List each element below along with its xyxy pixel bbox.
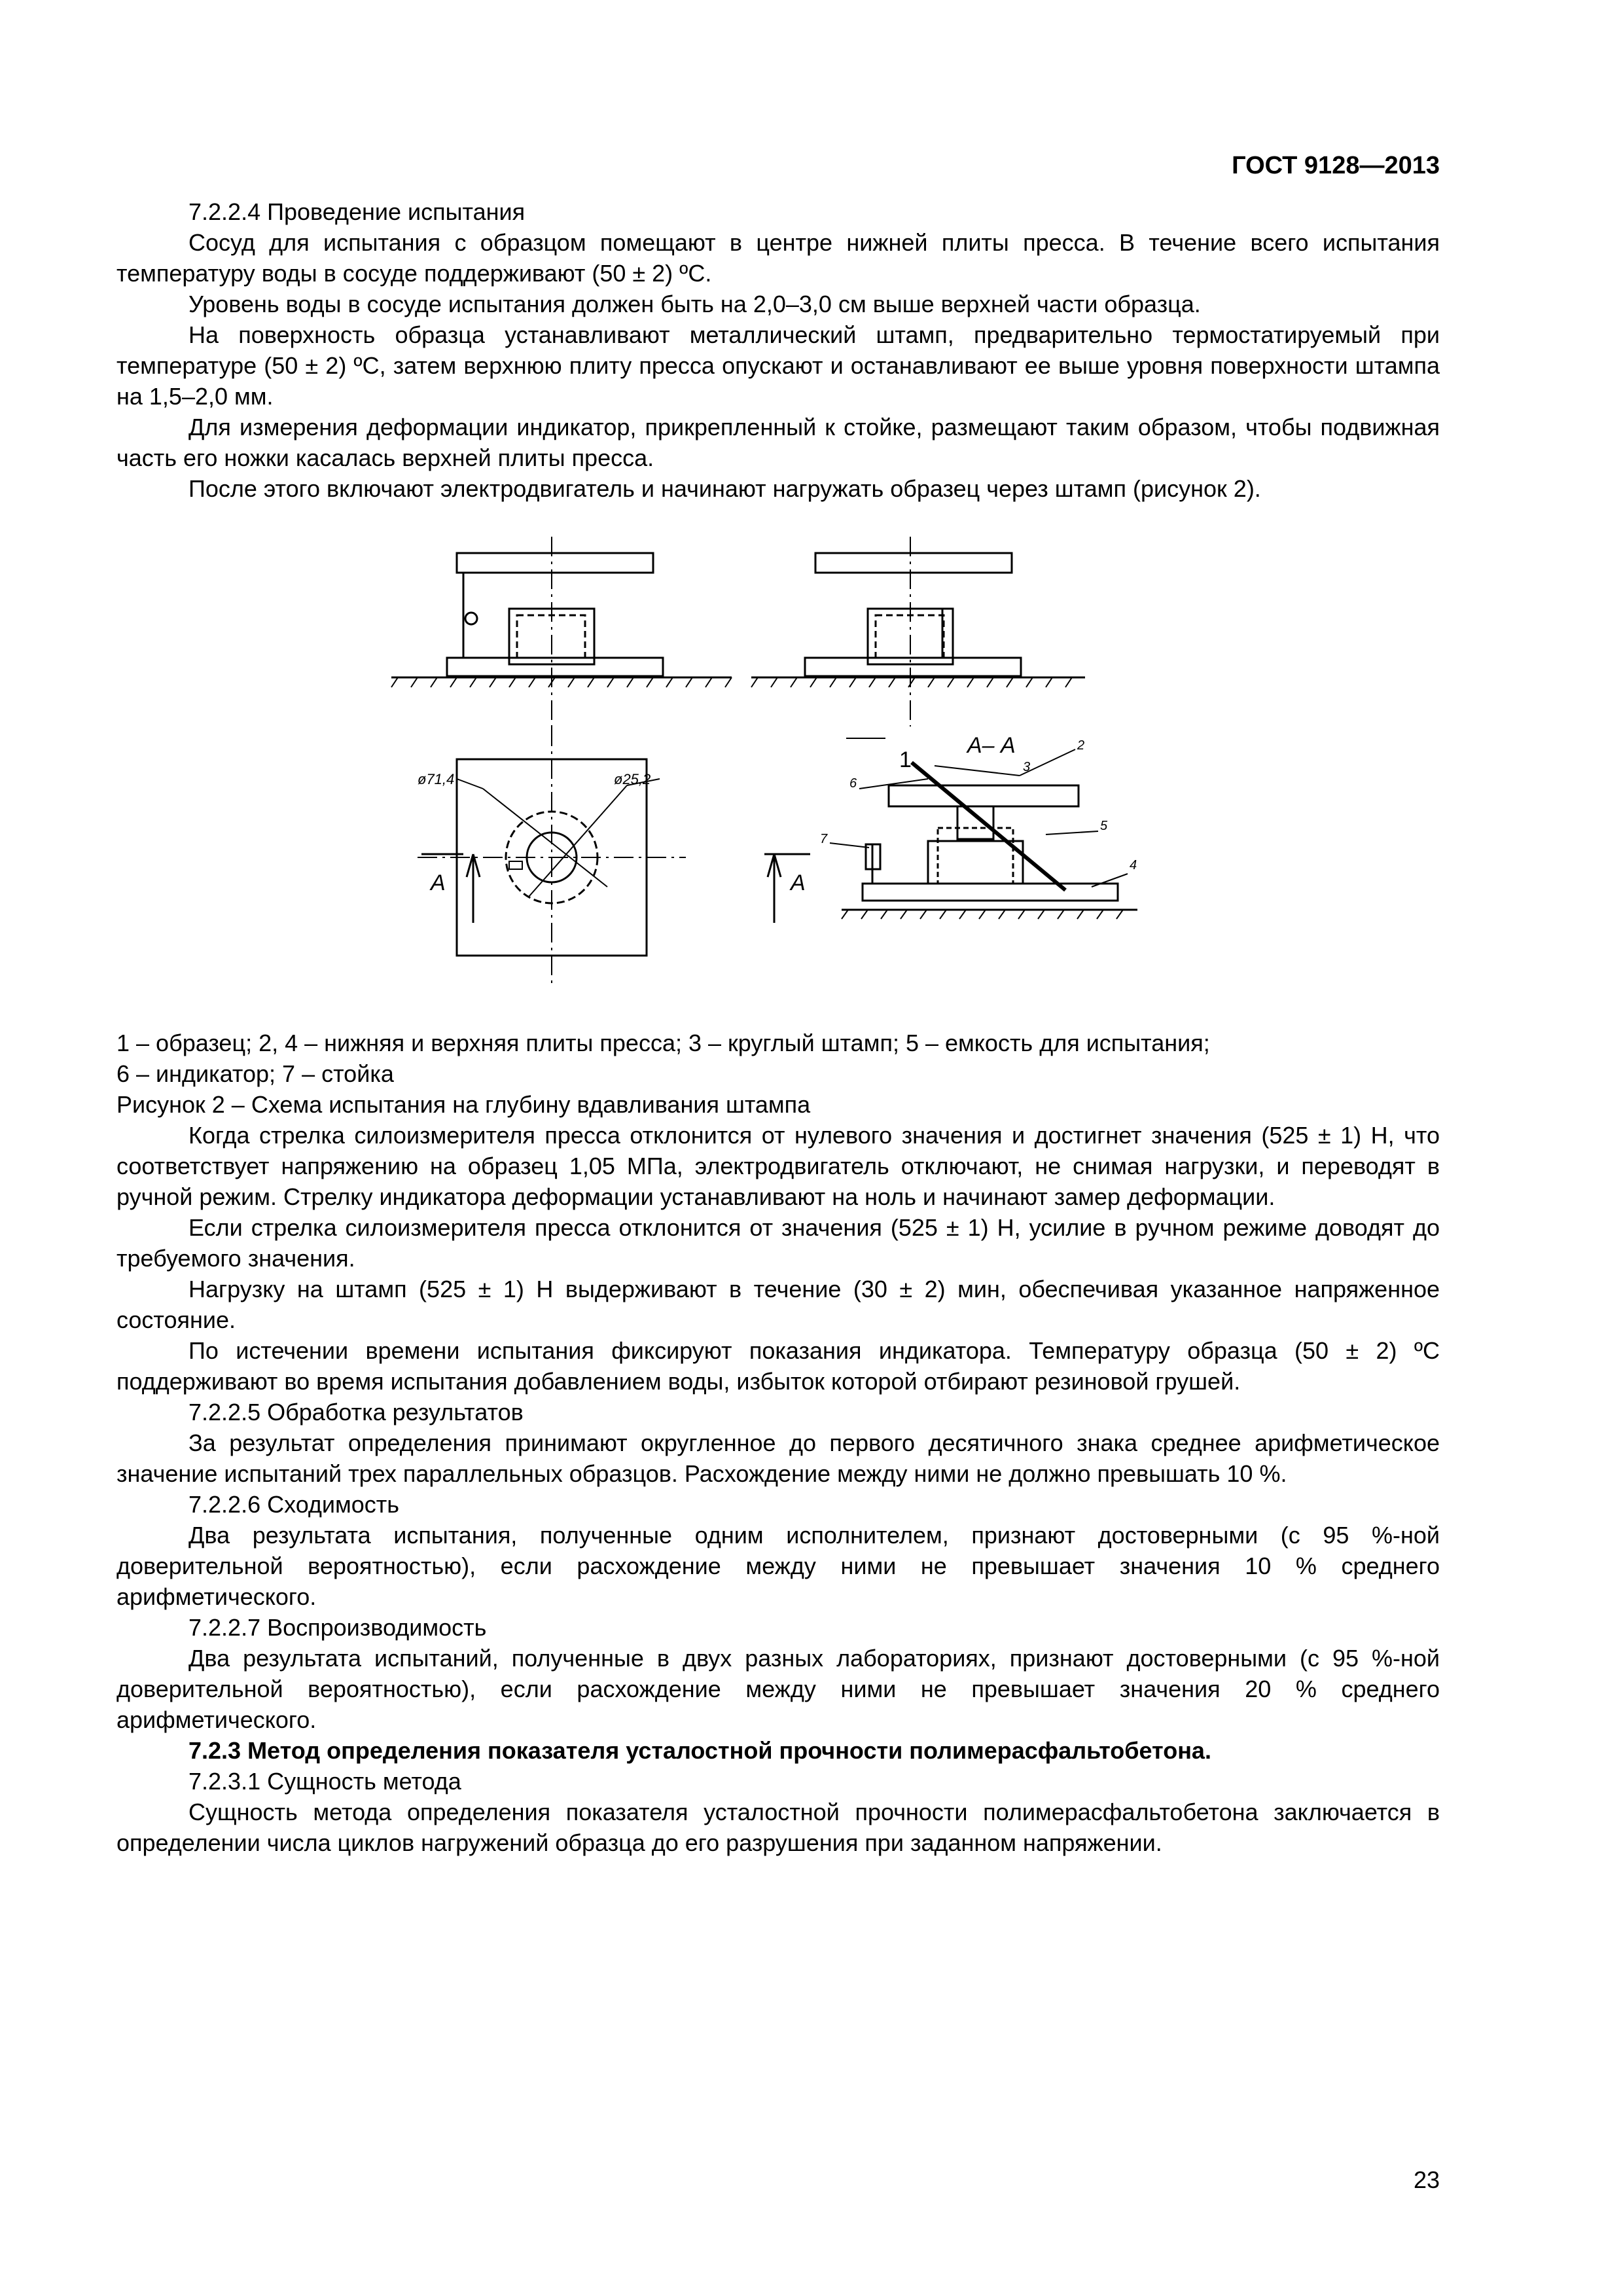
callout-5: 5 — [1100, 819, 1108, 833]
body-paragraph: Два результата испытания, полученные одним исполнителем, признают достоверными (с 95 %-ной доверительной вероятностью), если расхождение между ними не превышает значения 10 % среднего арифметического. — [116, 1522, 1440, 1610]
document-header: ГОСТ 9128—2013 — [1232, 152, 1440, 179]
figure-legend-line-2: 6 – индикатор; 7 – стойка — [116, 1060, 394, 1087]
callout-7: 7 — [820, 832, 828, 846]
body-paragraph: На поверхность образца устанавливают металлический штамп, предварительно термостатируемый при температуре (50 ± 2) ºС, затем верхнюю плиту пресса опускают и останавливают ее выше уровня поверхности штампа на 1,5–2,0 мм. — [116, 321, 1440, 410]
body-paragraph: 7.2.2.6 Сходимость — [188, 1491, 400, 1518]
callout-2: 2 — [1077, 738, 1085, 753]
body-paragraph: Два результата испытаний, полученные в двух разных лабораториях, признают достоверными (с 95 %-ной доверительной вероятностью), если расхождение между ними не превышает значения 20 % среднего арифметического. — [116, 1645, 1440, 1733]
figure-legend-line-1: 1 – образец; 2, 4 – нижняя и верхняя плиты пресса; 3 – круглый штамп; 5 – емкость для испытания; — [116, 1030, 1210, 1056]
section-marker-left: А — [431, 870, 446, 895]
body-paragraph: Для измерения деформации индикатор, прикрепленный к стойке, размещают таким образом, чтобы подвижная часть его ножки касалась верхней плиты пресса. — [116, 414, 1440, 471]
callout-4: 4 — [1130, 858, 1137, 872]
side-view-left — [391, 537, 732, 726]
section-7-2-2-4 — [116, 196, 1440, 504]
body-paragraph: 7.2.3.1 Сущность метода — [188, 1768, 461, 1795]
body-paragraph: 7.2.2.7 Воспроизводимость — [188, 1614, 487, 1641]
section-heading: 7.2.2.4 Проведение испытания — [188, 198, 526, 225]
section-view — [830, 738, 1137, 919]
section-continued — [116, 1120, 1440, 1858]
body-paragraph: После этого включают электродвигатель и начинают нагружать образец через штамп (рисунок 2). — [188, 475, 1261, 502]
body-paragraph: Когда стрелка силоизмерителя пресса отклонится от нулевого значения и достигнет значения (525 ± 1) Н, что соответствует напряжению на образец 1,05 МПа, электродвигатель отключают, не снимая нагрузки, и переводят в ручной режим. Стрелку индикатора деформации устанавливают на ноль и начинают замер деформации. — [116, 1122, 1440, 1210]
side-view-right — [751, 537, 1085, 726]
callout-1: 1 — [899, 747, 912, 772]
dia-outer-label: ø71,4 — [418, 771, 455, 787]
document-body — [116, 196, 1440, 1858]
section-marker-right: А — [791, 870, 806, 895]
body-paragraph: 7.2.2.5 Обработка результатов — [188, 1399, 524, 1426]
body-paragraph: Уровень воды в сосуде испытания должен быть на 2,0–3,0 см выше верхней части образца. — [188, 291, 1201, 317]
body-paragraph: Нагрузку на штамп (525 ± 1) Н выдерживают в течение (30 ± 2) мин, обеспечивая указанное напряженное состояние. — [116, 1276, 1440, 1333]
page-number: 23 — [1413, 2166, 1440, 2193]
section-heading-bold: 7.2.3 Метод определения показателя усталостной прочности полимерасфальтобетона. — [188, 1737, 1211, 1764]
figure-2-drawing — [116, 530, 1440, 1028]
section-title: А– А — [967, 733, 1016, 758]
body-paragraph: Сосуд для испытания с образцом помещают в центре нижней плиты пресса. В течение всего испытания температуру воды в сосуде поддерживают (50 ± 2) ºС. — [116, 229, 1440, 287]
plan-view — [418, 726, 810, 988]
figure-caption: Рисунок 2 – Схема испытания на глубину вдавливания штампа — [116, 1091, 811, 1118]
body-paragraph: За результат определения принимают округленное до первого десятичного знака среднее арифметическое значение испытаний трех параллельных образцов. Расхождение между ними не должно превышать 10 %. — [116, 1429, 1440, 1487]
callout-6: 6 — [849, 776, 857, 791]
body-paragraph: Если стрелка силоизмерителя пресса отклонится от значения (525 ± 1) Н, усилие в ручном режиме доводят до требуемого значения. — [116, 1214, 1440, 1272]
callout-3: 3 — [1023, 760, 1031, 774]
body-paragraph: Сущность метода определения показателя усталостной прочности полимерасфальтобетона заключается в определении числа циклов нагружений образца до его разрушения при заданном напряжении. — [116, 1799, 1440, 1856]
body-paragraph: По истечении времени испытания фиксируют показания индикатора. Температуру образца (50 ± 2) ºС поддерживают во время испытания добавлением воды, избыток которой отбирают резиновой грушей. — [116, 1337, 1440, 1395]
figure-2 — [116, 530, 1440, 1028]
dia-inner-label: ø25,2 — [614, 771, 651, 787]
